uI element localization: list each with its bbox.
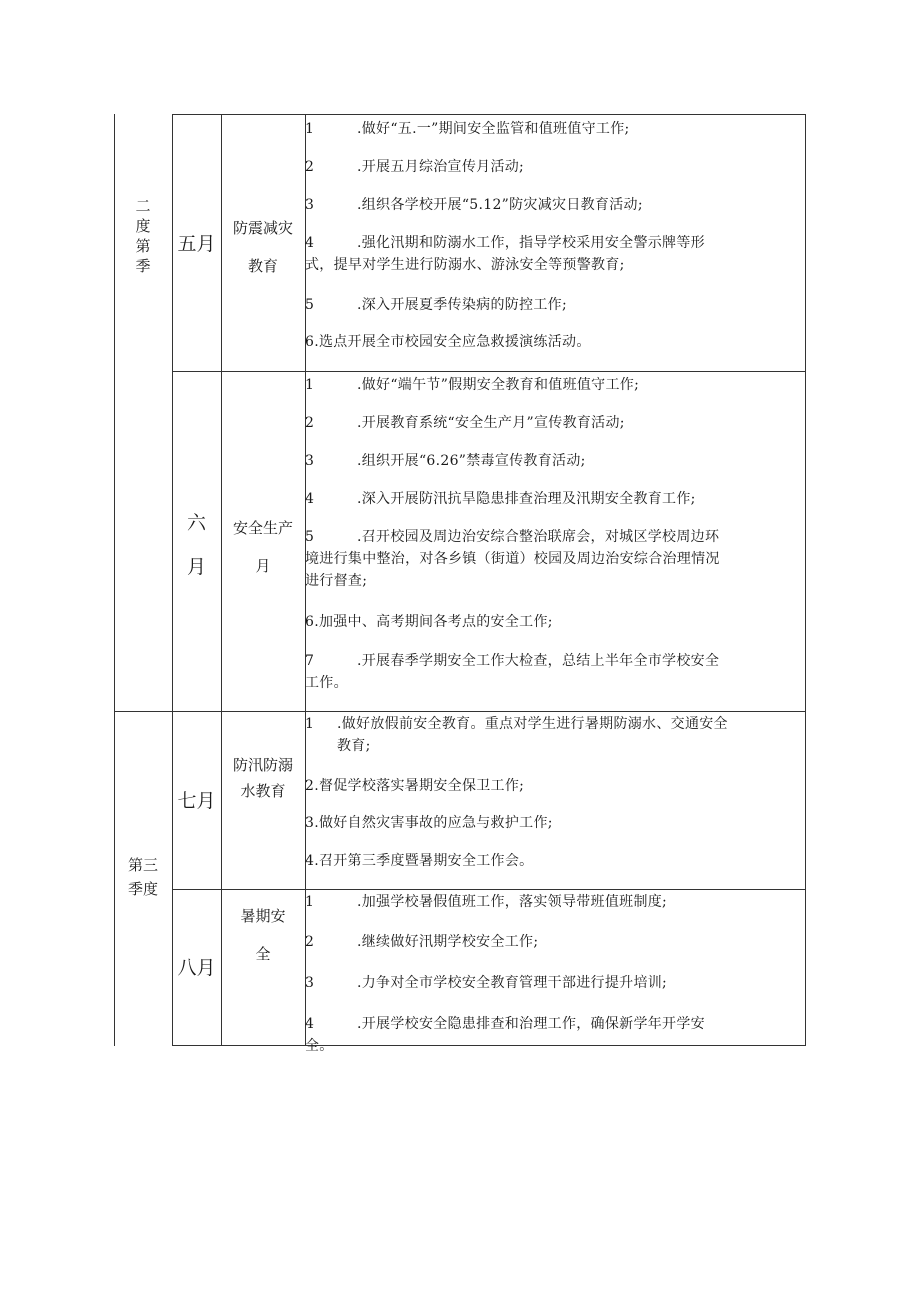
task-text: 6.选点开展全市校园安全应急救援演练活动。 [305, 334, 591, 350]
q2-label-line3: 第 [135, 237, 151, 255]
task-text: 4.召开第三季度暨暑期安全工作会。 [305, 853, 534, 869]
task-text-cont: 工作。 [305, 675, 348, 691]
task-item [305, 650, 803, 694]
task-text: .开展春季学期安全工作大检查，总结上半年全市学校安全 [357, 653, 720, 669]
theme-july-line1: 防汛防溺 [232, 756, 293, 774]
quarter-label-q3 [114, 853, 172, 901]
q3-label-line2: 季度 [127, 880, 158, 898]
task-text-cont: 境进行集中整治，对各乡镇（街道）校园及周边治安综合治理情况 [305, 551, 720, 567]
task-number: 2 [305, 934, 315, 950]
task-item [305, 331, 803, 353]
theme-june [221, 509, 305, 585]
task-text-cont: 式，提早对学生进行防溺水、游泳安全等预警教育; [305, 257, 625, 273]
task-text: .做好“端午节”假期安全教育和值班值守工作; [357, 377, 640, 393]
table-border-right [805, 114, 806, 1046]
theme-july [221, 752, 305, 804]
task-item [305, 294, 803, 316]
month-june-line2: 月 [186, 556, 206, 578]
task-item [305, 194, 803, 216]
task-text: .深入开展夏季传染病的防控工作; [357, 297, 567, 313]
task-number: 4 [305, 491, 315, 507]
task-text-cont: 教育; [337, 738, 371, 754]
task-text: .开展五月综治宣传月活动; [357, 159, 525, 175]
task-item [305, 374, 803, 396]
task-number: 4 [305, 1016, 315, 1032]
task-number: 1 [305, 121, 315, 137]
task-item [305, 891, 803, 913]
task-number: 3 [305, 453, 315, 469]
month-july: 七月 [177, 790, 216, 812]
theme-june-line1: 安全生产 [232, 519, 293, 537]
task-number: 3 [305, 975, 315, 991]
task-item [305, 972, 803, 994]
task-text: .深入开展防汛抗旱隐患排查治理及汛期安全教育工作; [357, 491, 696, 507]
task-text: .组织各学校开展“5.12”防灾减灾日教育活动; [357, 197, 643, 213]
q2-label-line4: 季 [135, 257, 151, 275]
task-text: .加强学校暑假值班工作，落实领导带班值班制度; [357, 894, 668, 910]
task-text: .开展教育系统“安全生产月”宣传教育活动; [357, 415, 625, 431]
month-august: 八月 [177, 957, 216, 979]
theme-may-line2: 教育 [247, 257, 278, 275]
task-item [305, 931, 803, 953]
task-item [305, 488, 803, 510]
row-divider-q2-q3 [114, 711, 806, 712]
task-item [305, 850, 803, 872]
task-text-cont: 进行督查; [305, 573, 368, 589]
task-number: 1 [305, 377, 315, 393]
theme-august [221, 897, 305, 973]
table-border-top [172, 114, 806, 115]
theme-august-line1: 暑期安 [240, 907, 286, 925]
q2-label-line2: 度 [135, 217, 151, 235]
task-text: .力争对全市学校安全教育管理干部进行提升培训; [357, 975, 668, 991]
month-may: 五月 [177, 233, 216, 255]
q2-label-line1: 二 [135, 197, 151, 215]
task-item [305, 775, 803, 797]
task-item [305, 713, 803, 757]
task-text: .组织开展“6.26”禁毒宣传教育活动; [357, 453, 586, 469]
task-text: .做好“五.一”期间安全监管和值班值守工作; [357, 121, 630, 137]
q3-label-line1: 第三 [127, 856, 158, 874]
task-text: .强化汛期和防溺水工作，指导学校采用安全警示牌等形 [357, 235, 705, 251]
task-item [305, 232, 803, 276]
task-number: 2 [305, 159, 315, 175]
theme-june-line2: 月 [255, 557, 271, 575]
task-text: 3.做好自然灾害事故的应急与救护工作; [305, 815, 553, 831]
theme-may [221, 209, 305, 285]
task-number: 1 [305, 894, 315, 910]
task-text-cont: 全。 [305, 1038, 334, 1054]
theme-may-line1: 防震减灾 [232, 219, 293, 237]
row-divider-may-june [172, 371, 806, 372]
task-item [305, 812, 803, 834]
task-text: .开展学校安全隐患排查和治理工作，确保新学年开学安 [357, 1016, 705, 1032]
task-text: .召开校园及周边治安综合整治联席会，对城区学校周边环 [357, 529, 720, 545]
task-item [305, 156, 803, 178]
task-number: 4 [305, 235, 315, 251]
task-item [305, 450, 803, 472]
task-number: 5 [305, 529, 315, 545]
task-item [305, 412, 803, 434]
theme-july-line2: 水教育 [240, 782, 286, 800]
task-number: 2 [305, 415, 315, 431]
task-item [305, 611, 803, 633]
quarter-label-q2 [114, 196, 172, 276]
theme-august-line2: 全 [255, 945, 271, 963]
task-item [305, 526, 803, 592]
task-number: 5 [305, 297, 315, 313]
task-number: 1 [305, 716, 315, 732]
task-list-august-clip [305, 889, 805, 1054]
task-text: 6.加强中、高考期间各考点的安全工作; [305, 614, 553, 630]
month-june [172, 501, 221, 589]
task-text: .做好放假前安全教育。重点对学生进行暑期防溺水、交通安全 [337, 716, 728, 732]
task-number: 7 [305, 653, 315, 669]
task-text: 2.督促学校落实暑期安全保卫工作; [305, 778, 525, 794]
task-item [305, 1013, 803, 1057]
task-item [305, 118, 803, 140]
task-number: 3 [305, 197, 315, 213]
month-june-line1: 六 [186, 512, 206, 534]
task-text: .继续做好汛期学校安全工作; [357, 934, 539, 950]
